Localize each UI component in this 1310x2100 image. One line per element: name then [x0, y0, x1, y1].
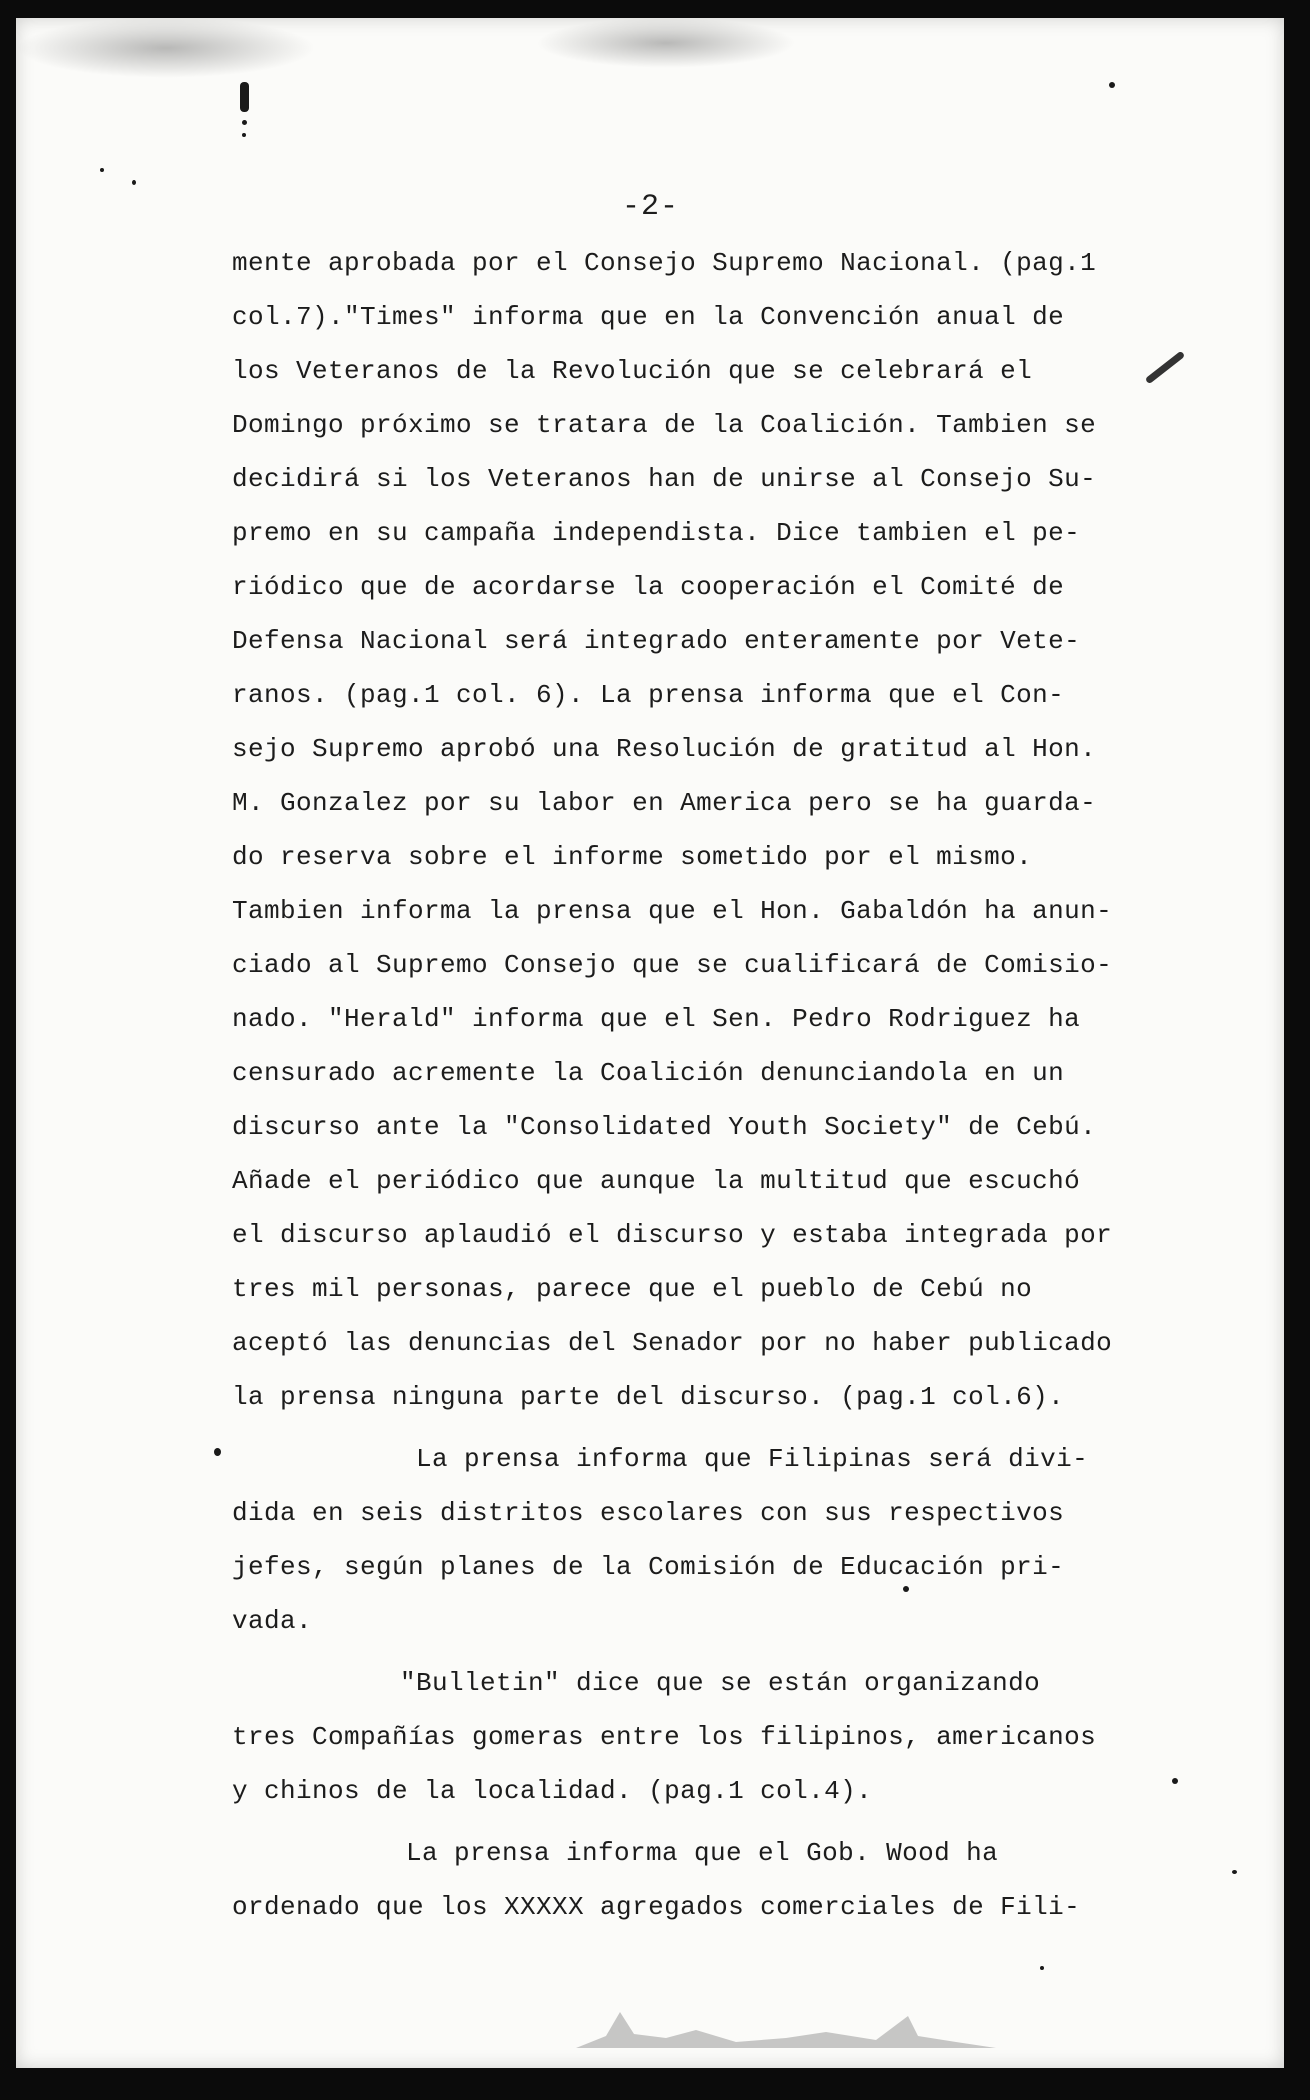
paragraph	[232, 1432, 1132, 1648]
text-line: aceptó las denuncias del Senador por no haber publicado	[232, 1328, 1113, 1358]
paragraph	[232, 1656, 1132, 1818]
text-line: tres Compañías gomeras entre los filipinos, americanos	[232, 1722, 1097, 1752]
text-line: mente aprobada por el Consejo Supremo Nacional. (pag.1	[232, 248, 1097, 278]
text-line: "Bulletin" dice que se están organizando	[400, 1668, 1041, 1698]
top-center-smudge	[536, 18, 796, 68]
text-line: La prensa informa que el Gob. Wood ha	[406, 1838, 999, 1868]
text-line: decidirá si los Veteranos han de unirse al Consejo Su-	[232, 464, 1097, 494]
ink-dot	[242, 133, 246, 137]
text-line: La prensa informa que Filipinas será divi-	[416, 1444, 1089, 1474]
text-line: discurso ante la "Consolidated Youth Society" de Cebú.	[232, 1112, 1097, 1142]
text-line: censurado acremente la Coalición denunciandola en un	[232, 1058, 1065, 1088]
text-line: y chinos de la localidad. (pag.1 col.4).	[232, 1776, 873, 1806]
paragraph-gap	[232, 1818, 1132, 1826]
text-line: nado. "Herald" informa que el Sen. Pedro Rodriguez ha	[232, 1004, 1081, 1034]
ink-dot	[214, 1448, 221, 1456]
text-line: premo en su campaña independista. Dice tambien el pe-	[232, 518, 1081, 548]
text-line: los Veteranos de la Revolución que se celebrará el	[232, 356, 1033, 386]
text-line: Tambien informa la prensa que el Hon. Gabaldón ha anun-	[232, 896, 1113, 926]
text-line: Domingo próximo se tratara de la Coalición. Tambien se	[232, 410, 1097, 440]
paragraph-gap	[232, 1424, 1132, 1432]
text-line: Añade el periódico que aunque la multitud que escuchó	[232, 1166, 1081, 1196]
paragraph-gap	[232, 1648, 1132, 1656]
ink-dot	[132, 180, 136, 185]
text-line: tres mil personas, parece que el pueblo de Cebú no	[232, 1274, 1033, 1304]
page-number: -2-	[622, 190, 680, 224]
ink-dot	[1109, 82, 1115, 88]
text-line: vada.	[232, 1606, 313, 1636]
text-line: do reserva sobre el informe sometido por el mismo.	[232, 842, 1033, 872]
top-left-smudge	[16, 18, 316, 78]
text-line: el discurso aplaudió el discurso y estaba integrada por	[232, 1220, 1113, 1250]
ink-dot	[1232, 1870, 1237, 1874]
text-line: sejo Supremo aprobó una Resolución de gratitud al Hon.	[232, 734, 1097, 764]
ink-mark	[240, 82, 249, 112]
paragraph	[232, 236, 1132, 1424]
text-line: ordenado que los XXXXX agregados comerciales de Fili-	[232, 1892, 1081, 1922]
text-line: dida en seis distritos escolares con sus respectivos	[232, 1498, 1065, 1528]
text-line: col.7)."Times" informa que en la Convención anual de	[232, 302, 1065, 332]
text-line: ranos. (pag.1 col. 6). La prensa informa que el Con-	[232, 680, 1065, 710]
text-line: ciado al Supremo Consejo que se cualificará de Comisio-	[232, 950, 1113, 980]
ink-dot	[242, 120, 247, 125]
ink-dot	[1172, 1778, 1178, 1784]
text-line: M. Gonzalez por su labor en America pero se ha guarda-	[232, 788, 1097, 818]
pencil-stroke	[1145, 351, 1186, 385]
text-line: la prensa ninguna parte del discurso. (pag.1 col.6).	[232, 1382, 1065, 1412]
text-line: riódico que de acordarse la cooperación el Comité de	[232, 572, 1065, 602]
text-line: jefes, según planes de la Comisión de Educación pri-	[232, 1552, 1065, 1582]
bottom-edge-tear	[576, 2008, 996, 2048]
ink-dot	[1040, 1966, 1044, 1970]
document-body	[232, 236, 1132, 1934]
ink-dot	[100, 168, 104, 172]
paragraph	[232, 1826, 1132, 1934]
text-line: Defensa Nacional será integrado enteramente por Vete-	[232, 626, 1081, 656]
